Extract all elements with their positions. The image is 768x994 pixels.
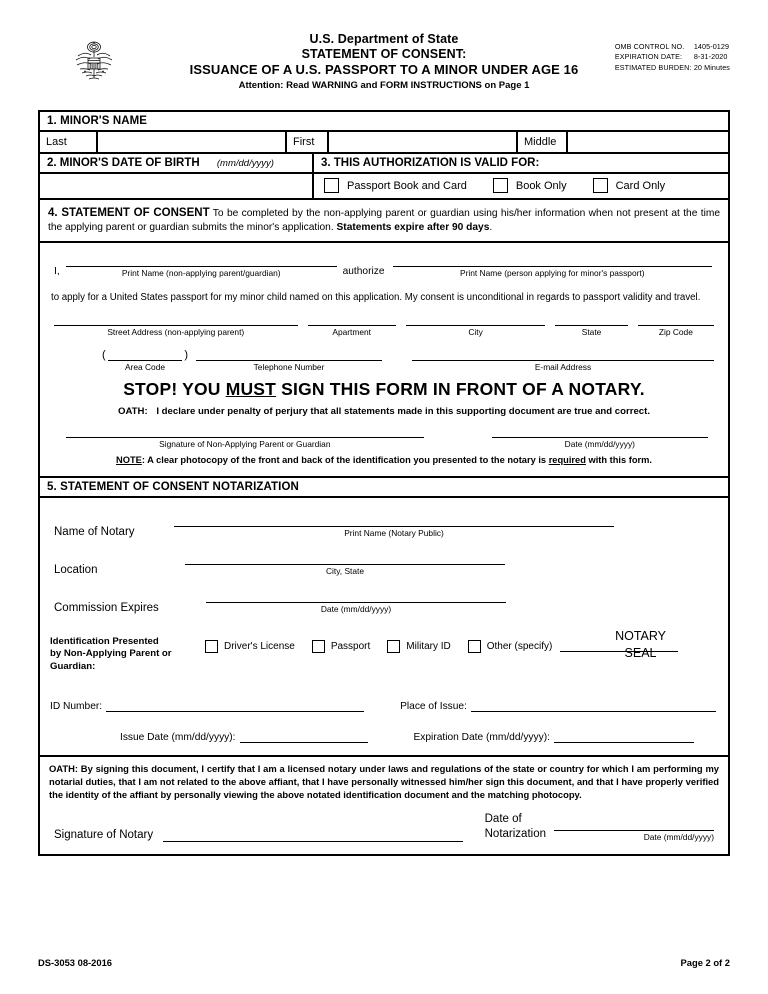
- checkbox-other[interactable]: [468, 640, 481, 653]
- city-field[interactable]: [401, 325, 550, 337]
- date-of-notarization-caption: Date (mm/dd/yyyy): [643, 832, 714, 843]
- area-code-caption: Area Code: [124, 361, 166, 372]
- date-of-notarization-label: [485, 812, 546, 842]
- omb-key-0: OMB CONTROL NO.: [614, 42, 685, 51]
- section-4-intro-text: To be completed by the non-applying parent or guardian using his/her information when not present at the time the applying parent or guardian submits the minor's application.: [48, 208, 720, 234]
- applying-name-caption: Print Name (person applying for minor's passport): [459, 267, 645, 278]
- stop-banner: [40, 372, 728, 400]
- notary-name-row: [40, 498, 728, 538]
- date-of-notarization-line-1: Date of: [484, 813, 522, 826]
- consent-sentence: to apply for a United States passport for my minor child named on this application. My consent is unconditional in regards to passport validity and travel.: [51, 291, 701, 303]
- dob-input-cell[interactable]: [40, 174, 314, 198]
- section-4-expire-note: Statements expire after 90 days: [336, 222, 490, 234]
- minor-name-row: [40, 132, 728, 154]
- page-header: [0, 0, 768, 91]
- section-2-3-header-row: [40, 154, 728, 174]
- option-passport-book-and-card[interactable]: [324, 178, 467, 193]
- i-label: I,: [54, 264, 60, 277]
- notary-signature-row: [40, 804, 728, 850]
- consent-signature-row: [40, 417, 728, 449]
- consent-date-caption: Date (mm/dd/yyyy): [564, 438, 635, 449]
- street-address-caption: Street Address (non-applying parent): [107, 326, 245, 337]
- page-footer: [38, 957, 730, 968]
- nonapplying-name-field[interactable]: [60, 266, 343, 278]
- contact-row: [40, 337, 728, 372]
- section-5-body: [40, 498, 728, 854]
- email-field[interactable]: [412, 360, 714, 372]
- id-option-drivers-license[interactable]: [205, 640, 295, 653]
- omb-key-1: EXPIRATION DATE:: [614, 52, 683, 62]
- identification-options: [205, 636, 678, 653]
- page-number: Page 2 of 2: [680, 957, 730, 968]
- apartment-field[interactable]: [303, 325, 401, 337]
- area-code-field[interactable]: [102, 349, 188, 372]
- consent-date-field[interactable]: [492, 437, 708, 449]
- notary-location-caption: City, State: [325, 565, 364, 576]
- notary-oath-block: [40, 755, 728, 850]
- section-4-intro-end: .: [489, 222, 493, 234]
- consent-signature-caption: Signature of Non-Applying Parent or Guardian: [159, 438, 331, 449]
- notary-seal-line-2: SEAL: [624, 645, 657, 660]
- state-caption: State: [581, 326, 602, 337]
- option-card-only[interactable]: [593, 178, 666, 193]
- section-1-header: [40, 112, 728, 132]
- notary-seal-area: [615, 628, 666, 662]
- expiration-date-input[interactable]: [554, 730, 694, 743]
- telephone-field[interactable]: [188, 360, 382, 372]
- option-book-only[interactable]: [493, 178, 567, 193]
- dob-input[interactable]: [40, 174, 312, 198]
- omb-row: [615, 42, 730, 52]
- stop-post: SIGN THIS FORM IN FRONT OF A NOTARY.: [276, 378, 645, 399]
- section-2-title: [40, 154, 312, 172]
- id-number-row: [40, 673, 728, 712]
- omb-row: [615, 63, 730, 73]
- commission-expires-caption: Date (mm/dd/yyyy): [320, 603, 392, 614]
- section-4-intro: [40, 200, 728, 241]
- notary-name-label: Name of Notary: [54, 525, 135, 538]
- notary-name-field[interactable]: [174, 526, 614, 538]
- middle-name-input[interactable]: [568, 132, 728, 152]
- omb-value-1: 8-31-2020: [693, 52, 728, 62]
- id-number-label: ID Number:: [50, 701, 103, 713]
- id-number-input[interactable]: [106, 699, 364, 712]
- section-3-header: [314, 154, 728, 172]
- section-4-header: [40, 200, 728, 243]
- state-field[interactable]: [550, 325, 633, 337]
- first-name-input[interactable]: [329, 132, 518, 152]
- omb-key-2: ESTIMATED BURDEN:: [614, 62, 692, 72]
- note-required: required: [548, 454, 586, 465]
- id-option-label-3: Other (specify): [486, 640, 553, 652]
- option-label-0: Passport Book and Card: [347, 179, 467, 192]
- issue-date-input[interactable]: [240, 730, 368, 743]
- attention-note: Attention: Read WARNING and FORM INSTRUCTIONS on Page 1: [238, 79, 530, 91]
- notary-oath-text: OATH: By signing this document, I certify that I am a licensed notary under laws and regulations of the state or country for which I am performing my notarial duties, that I am not related to the above affiant, that I have personally witnessed him/her sign this document, and that I have properly verified the identity of the affiant by personally viewing the above notated identification document and the matching photocopy.: [49, 763, 719, 801]
- authorize-label: authorize: [342, 265, 385, 277]
- notary-seal-line-1: NOTARY: [615, 628, 666, 643]
- address-row: [40, 303, 728, 337]
- identification-presented-label: [50, 636, 205, 673]
- authorization-options: [314, 174, 728, 198]
- section-3-title: 3. THIS AUTHORIZATION IS VALID FOR:: [321, 157, 540, 169]
- notary-location-label: Location: [54, 563, 98, 576]
- authorize-row: [40, 243, 728, 278]
- zip-caption: Zip Code: [658, 326, 693, 337]
- date-of-notarization-field[interactable]: [546, 830, 714, 842]
- form-body: [38, 110, 730, 856]
- notary-location-row: [40, 538, 728, 576]
- id-option-passport[interactable]: [312, 640, 370, 653]
- telephone-caption: Telephone Number: [253, 361, 325, 372]
- last-name-label: Last: [40, 132, 98, 152]
- date-of-notarization-line-2: Notarization: [484, 827, 546, 840]
- place-of-issue-label: Place of Issue:: [400, 701, 467, 713]
- place-of-issue-input[interactable]: [471, 699, 716, 712]
- oath-text: I declare under penalty of perjury that all statements made in this supporting document are true and correct.: [156, 405, 650, 417]
- option-label-1: Book Only: [515, 179, 567, 192]
- checkbox-military-id[interactable]: [387, 640, 400, 653]
- city-caption: City: [468, 326, 483, 337]
- oath-label: OATH:: [118, 405, 148, 417]
- id-label-line-1: Identification Presented: [50, 635, 159, 647]
- form-identifier: DS-3053 08-2016: [38, 957, 113, 968]
- id-option-label-1: Passport: [330, 640, 371, 652]
- commission-expires-field[interactable]: [206, 602, 506, 614]
- signature-of-notary-label: Signature of Notary: [54, 829, 154, 842]
- id-option-military-id[interactable]: [387, 640, 450, 653]
- checkbox-book-only[interactable]: [493, 178, 508, 193]
- notary-signature-field[interactable]: [153, 841, 463, 842]
- commission-expires-label: Commission Expires: [54, 601, 159, 614]
- note-text-a: : A clear photocopy of the front and back of the identification you presented to the notary is: [141, 454, 549, 465]
- form-title-line-2: ISSUANCE OF A U.S. PASSPORT TO A MINOR UNDER AGE 16: [189, 61, 579, 77]
- stop-must: MUST: [225, 378, 277, 399]
- section-2-3-body-row: [40, 174, 728, 200]
- agency-name: U.S. Department of State: [309, 32, 459, 46]
- paren-close: ): [184, 348, 188, 361]
- notary-signature-line[interactable]: [163, 841, 463, 842]
- id-option-label-2: Military ID: [406, 640, 451, 652]
- option-label-2: Card Only: [615, 179, 666, 192]
- stop-pre: STOP! YOU: [123, 378, 226, 399]
- expiration-date-label: Expiration Date (mm/dd/yyyy):: [413, 732, 550, 744]
- omb-value-2: 20 Minutes: [693, 62, 730, 72]
- note-text-b: with this form.: [585, 454, 652, 465]
- checkbox-drivers-license[interactable]: [205, 640, 218, 653]
- section-4-title: 4. STATEMENT OF CONSENT: [48, 207, 210, 219]
- checkbox-passport-book-and-card[interactable]: [324, 178, 339, 193]
- omb-value-0: 1405-0129: [693, 42, 730, 51]
- id-label-line-3: Guardian:: [50, 660, 96, 672]
- section-5-title: 5. STATEMENT OF CONSENT NOTARIZATION: [47, 480, 299, 493]
- photocopy-note: [40, 449, 728, 470]
- paren-open: (: [102, 348, 106, 361]
- section-4-body: [40, 243, 728, 478]
- middle-name-label: Middle: [518, 132, 568, 152]
- street-address-field[interactable]: [54, 325, 303, 337]
- last-name-input[interactable]: [98, 132, 287, 152]
- issue-date-label: Issue Date (mm/dd/yyyy):: [120, 732, 236, 744]
- apartment-caption: Apartment: [332, 326, 371, 337]
- consent-signature-field[interactable]: [66, 437, 434, 449]
- id-option-label-0: Driver's License: [224, 640, 295, 652]
- email-caption: E-mail Address: [534, 361, 592, 372]
- section-2-title-text: 2. MINOR'S DATE OF BIRTH: [47, 157, 200, 169]
- great-seal-icon: [72, 38, 116, 84]
- applying-name-field[interactable]: [385, 266, 714, 278]
- area-code-line[interactable]: [108, 360, 183, 361]
- notary-location-field[interactable]: [185, 564, 505, 576]
- section-5-header: [40, 478, 728, 498]
- zip-field[interactable]: [633, 325, 714, 337]
- section-1-title: 1. MINOR'S NAME: [47, 115, 148, 127]
- form-title-line-1: STATEMENT OF CONSENT:: [301, 46, 467, 61]
- dob-format-hint: (mm/dd/yyyy): [216, 158, 274, 169]
- note-label: NOTE: [116, 454, 142, 465]
- notary-name-caption: Print Name (Notary Public): [344, 527, 444, 538]
- id-dates-row: [40, 712, 728, 743]
- authorization-checkbox-row: [314, 174, 728, 197]
- id-label-line-2: by Non-Applying Parent or: [50, 648, 172, 660]
- checkbox-passport[interactable]: [312, 640, 325, 653]
- section-2-header: [40, 154, 314, 172]
- nonapplying-name-caption: Print Name (non-applying parent/guardian): [121, 267, 281, 278]
- consent-oath-line: [40, 400, 728, 417]
- omb-row: [615, 52, 730, 62]
- first-name-label: First: [287, 132, 329, 152]
- commission-expires-row: [40, 576, 728, 614]
- checkbox-card-only[interactable]: [593, 178, 608, 193]
- omb-control-block: [615, 42, 730, 73]
